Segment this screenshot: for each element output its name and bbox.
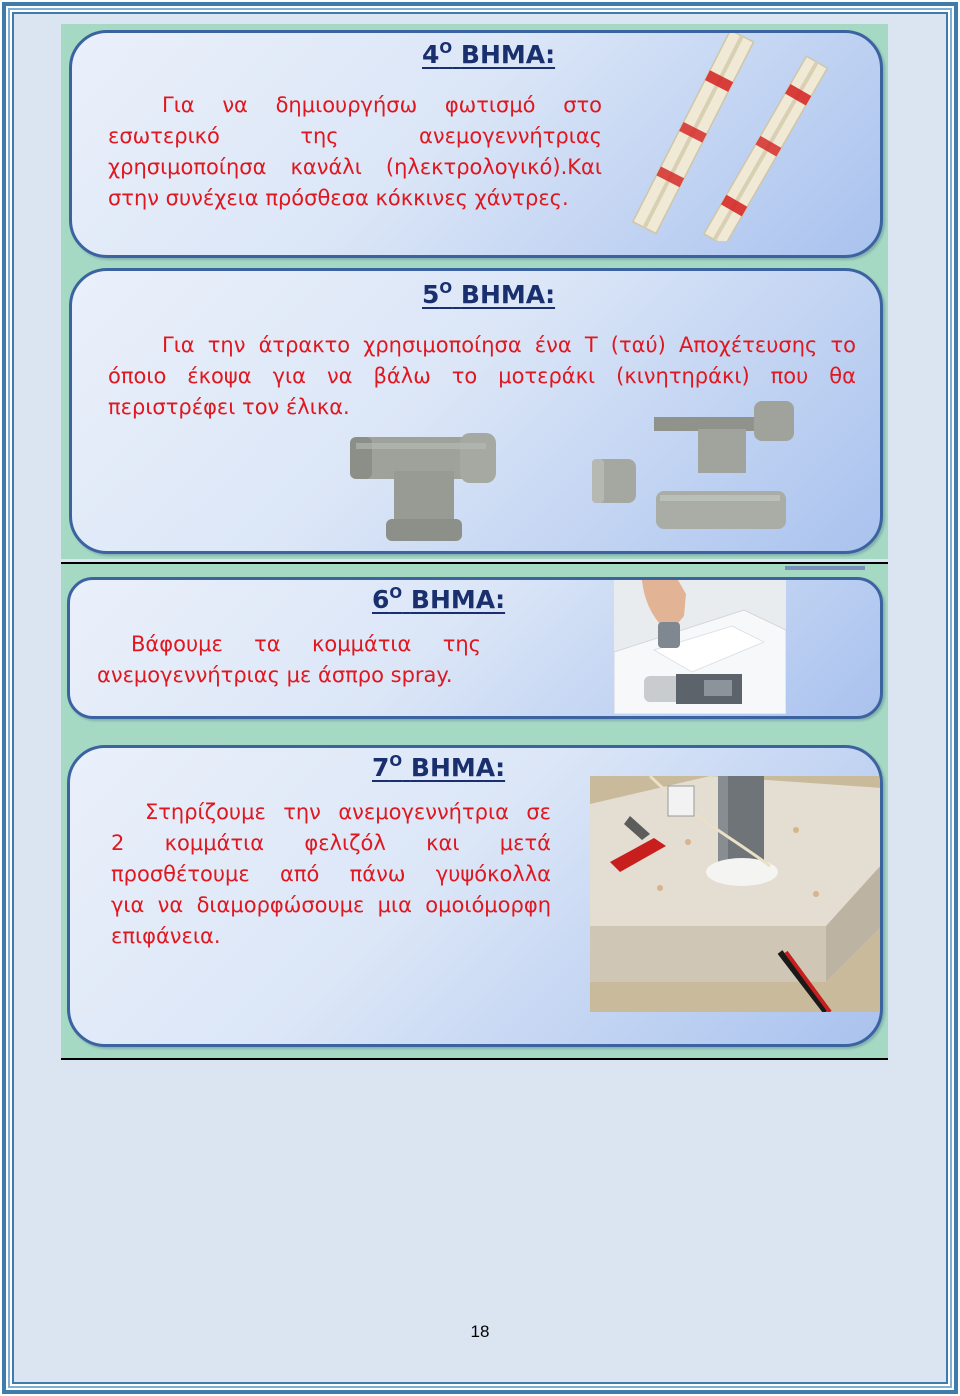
step-7-text (111, 797, 551, 952)
step-4-line-2: εσωτερικό της ανεμογεννήτριας (108, 124, 602, 148)
step-4-text (108, 90, 602, 214)
step-4-line-3: χρησιμοποίησα κανάλι (ηλεκτρολογικό).Και (108, 155, 602, 179)
step-6-text (97, 629, 481, 691)
step-5-card (69, 268, 883, 554)
page-number: 18 (470, 1322, 490, 1341)
step-6-line-1: Βάφουμε τα κομμάτια της (131, 632, 481, 656)
step-4-line-4: στην συνέχεια πρόσθεσα κόκκινες χάντρες. (108, 186, 569, 210)
step-4-title: $4^O$ ΒΗΜΑ: (422, 39, 556, 69)
step-6-card (67, 577, 883, 719)
step-5-line-3: περιστρέφει τον έλικα. (108, 395, 350, 419)
step-6-title: $6^O$ ΒΗΜΑ: (372, 584, 506, 614)
step-5-title: $5^O$ ΒΗΜΑ: (422, 279, 556, 309)
white-spray-painting-photo (614, 580, 786, 714)
step-6-line-2: ανεμογεννήτριας με άσπρο spray. (97, 663, 453, 687)
foam-base-with-plaster-photo (590, 776, 882, 1012)
step-5-line-1: Για την άτρακτο χρησιμοποίησα ένα Τ (ταύ) Αποχέτευσης το (162, 333, 856, 357)
step-5-line-2: όποιο έκοψα για να βάλω το μοτεράκι (κινητηράκι) που θα (108, 364, 856, 388)
step-4-card (69, 30, 883, 258)
pvc-tee-fuselage-parts-photo (342, 399, 802, 549)
red-beaded-light-channels-photo (617, 31, 847, 241)
top-right-rule (785, 566, 865, 570)
step-7-title: $7^O$ ΒΗΜΑ: (372, 752, 506, 782)
step-7-line-1: Στηρίζουμε την ανεμογεννήτρια σε (145, 800, 551, 824)
step-7-line-4: για να διαμορφώσουμε μια ομοιόμορφη (111, 893, 551, 917)
step-7-line-3: προσθέτουμε από πάνω γυψόκολλα (111, 862, 551, 886)
step-4-line-1: Για να δημιουργήσω φωτισμό στο (162, 93, 602, 117)
step-7-line-5: επιφάνεια. (111, 924, 221, 948)
step-7-card (67, 745, 883, 1047)
step-7-line-2: 2 κομμάτια φελιζόλ και μετά (111, 831, 551, 855)
